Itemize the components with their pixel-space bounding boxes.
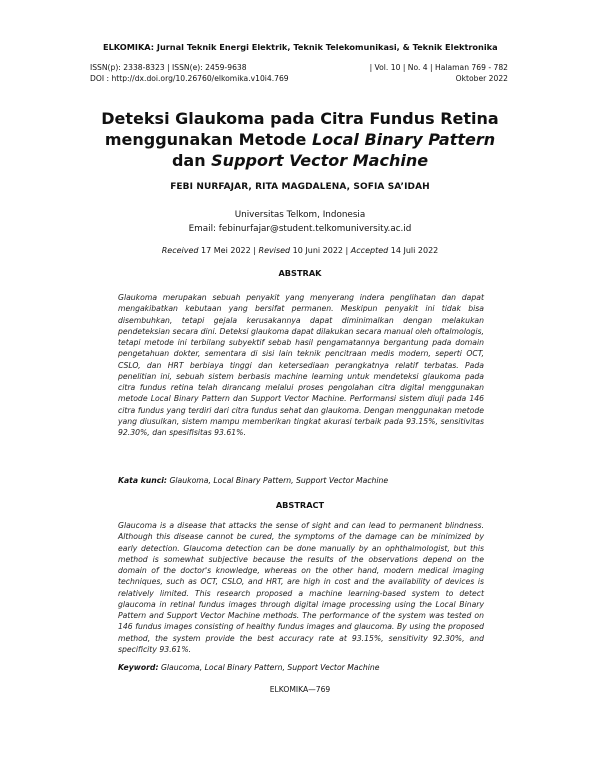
- authors: FEBI NURFAJAR, RITA MAGDALENA, SOFIA SA’IDAH: [170, 182, 430, 192]
- kata-kunci-values: Glaukoma, Local Binary Pattern, Support Vector Machine: [167, 476, 389, 485]
- keywords-label: Keyword:: [118, 663, 159, 672]
- title-line-2: [60, 129, 540, 150]
- received-date: 17 Mei 2022 |: [198, 246, 259, 255]
- accepted-label: Accepted: [350, 246, 389, 255]
- article-title: [60, 108, 540, 171]
- title-line-2-text: menggunakan Metode: [104, 130, 312, 149]
- title-method-svm: Support Vector Machine: [211, 151, 429, 170]
- abstrak-heading: ABSTRAK: [278, 268, 322, 278]
- abstrak-text: Glaukoma merupakan sebuah penyakit yang menyerang indera penglihatan dan dapat mengakibatkan kebutaan yang bersifat permanen. Meskipun penyakit ini tidak bisa disembuhkan, tetapi gejala kerusakannya dapat diminimalkan dengan melakukan pendeteksian secara dini. Deteksi glaukoma dapat dilakukan secara manual oleh oftalmologis, tetapi metode ini terbilang subyektif sebab hasil pengamatannya bergantung pada domain pengetahuan dokter, sementara di sisi lain teknik pencitraan medis modern, seperti OCT, CSLO, dan HRT berbiaya tinggi dan ketersediaan perangkatnya relatif terbatas. Pada penelitian ini, sebuah sistem berbasis machine learning untuk mendeteksi glaukoma pada citra fundus retina telah dirancang melalui proses pengolahan citra digital menggunakan metode Local Binary Pattern dan Support Vector Machine. Performansi sistem diuji pada 146 citra fundus yang terdiri dari citra fundus sehat dan glaukoma. Dengan menggunakan metode yang diusulkan, sistem mampu memberikan tingkat akurasi terbaik pada 93.15%, sensitivitas 92.30%, dan spesifisitas 93.61%.: [118, 293, 484, 437]
- abstract-heading: ABSTRACT: [275, 500, 325, 510]
- issue-date: Oktober 2022: [455, 74, 508, 83]
- volume-line: | Vol. 10 | No. 4 | Halaman 769 - 782: [369, 63, 508, 72]
- journal-name: ELKOMIKA: Jurnal Teknik Energi Elektrik, Teknik Telekomunikasi, & Teknik Elektronika: [103, 42, 498, 52]
- author-email[interactable]: Email: febinurfajar@student.telkomuniversity.ac.id: [188, 224, 412, 234]
- page-footer: ELKOMIKA—769: [269, 685, 331, 694]
- article-dates: [60, 246, 540, 255]
- title-method-lbp: Local Binary Pattern: [311, 130, 496, 149]
- title-line-3: [60, 150, 540, 171]
- revised-date: 10 Juni 2022 |: [290, 246, 351, 255]
- kata-kunci: [118, 476, 498, 485]
- title-line-1: Deteksi Glaukoma pada Citra Fundus Retina: [101, 109, 499, 128]
- doi-link[interactable]: DOI : http://dx.doi.org/10.26760/elkomika.v10i4.769: [90, 74, 289, 83]
- title-line-3-text: dan: [171, 151, 212, 170]
- volume-block: [370, 62, 508, 84]
- abstract-text: Glaucoma is a disease that attacks the sense of sight and can lead to permanent blindness. Although this disease cannot be cured, the symptoms of the damage can be minimized by early detection. Glaucoma detection can be done manually by an ophthalmologist, but this method is somewhat subjective because the results of the observations depend on the domain of the doctor's knowledge, whereas on the other hand, modern medical imaging techniques, such as OCT, CSLO, and HRT, are high in cost and the availability of devices is relatively limited. This research proposed a machine learning-based system to detect glaucoma in retinal fundus images through digital image processing using the Local Binary Pattern and Support Vector Machine methods. The performance of the system was tested on 146 fundus images consisting of healthy fundus images and glaucoma. By using the proposed method, the system provide the best accuracy rate at 93.15%, sensitivity 92.30%, and specificity 93.61%.: [118, 521, 484, 654]
- affiliation-block: [60, 208, 540, 236]
- affiliation: Universitas Telkom, Indonesia: [234, 210, 366, 220]
- keywords-values: Glaucoma, Local Binary Pattern, Support Vector Machine: [158, 663, 380, 672]
- received-label: Received: [161, 246, 199, 255]
- keywords: [118, 663, 498, 672]
- issn-line: ISSN(p): 2338-8323 | ISSN(e): 2459-9638: [90, 63, 247, 72]
- issn-doi-block: [90, 62, 289, 84]
- revised-label: Revised: [258, 246, 291, 255]
- kata-kunci-label: Kata kunci:: [118, 476, 168, 485]
- accepted-date: 14 Juli 2022: [388, 246, 439, 255]
